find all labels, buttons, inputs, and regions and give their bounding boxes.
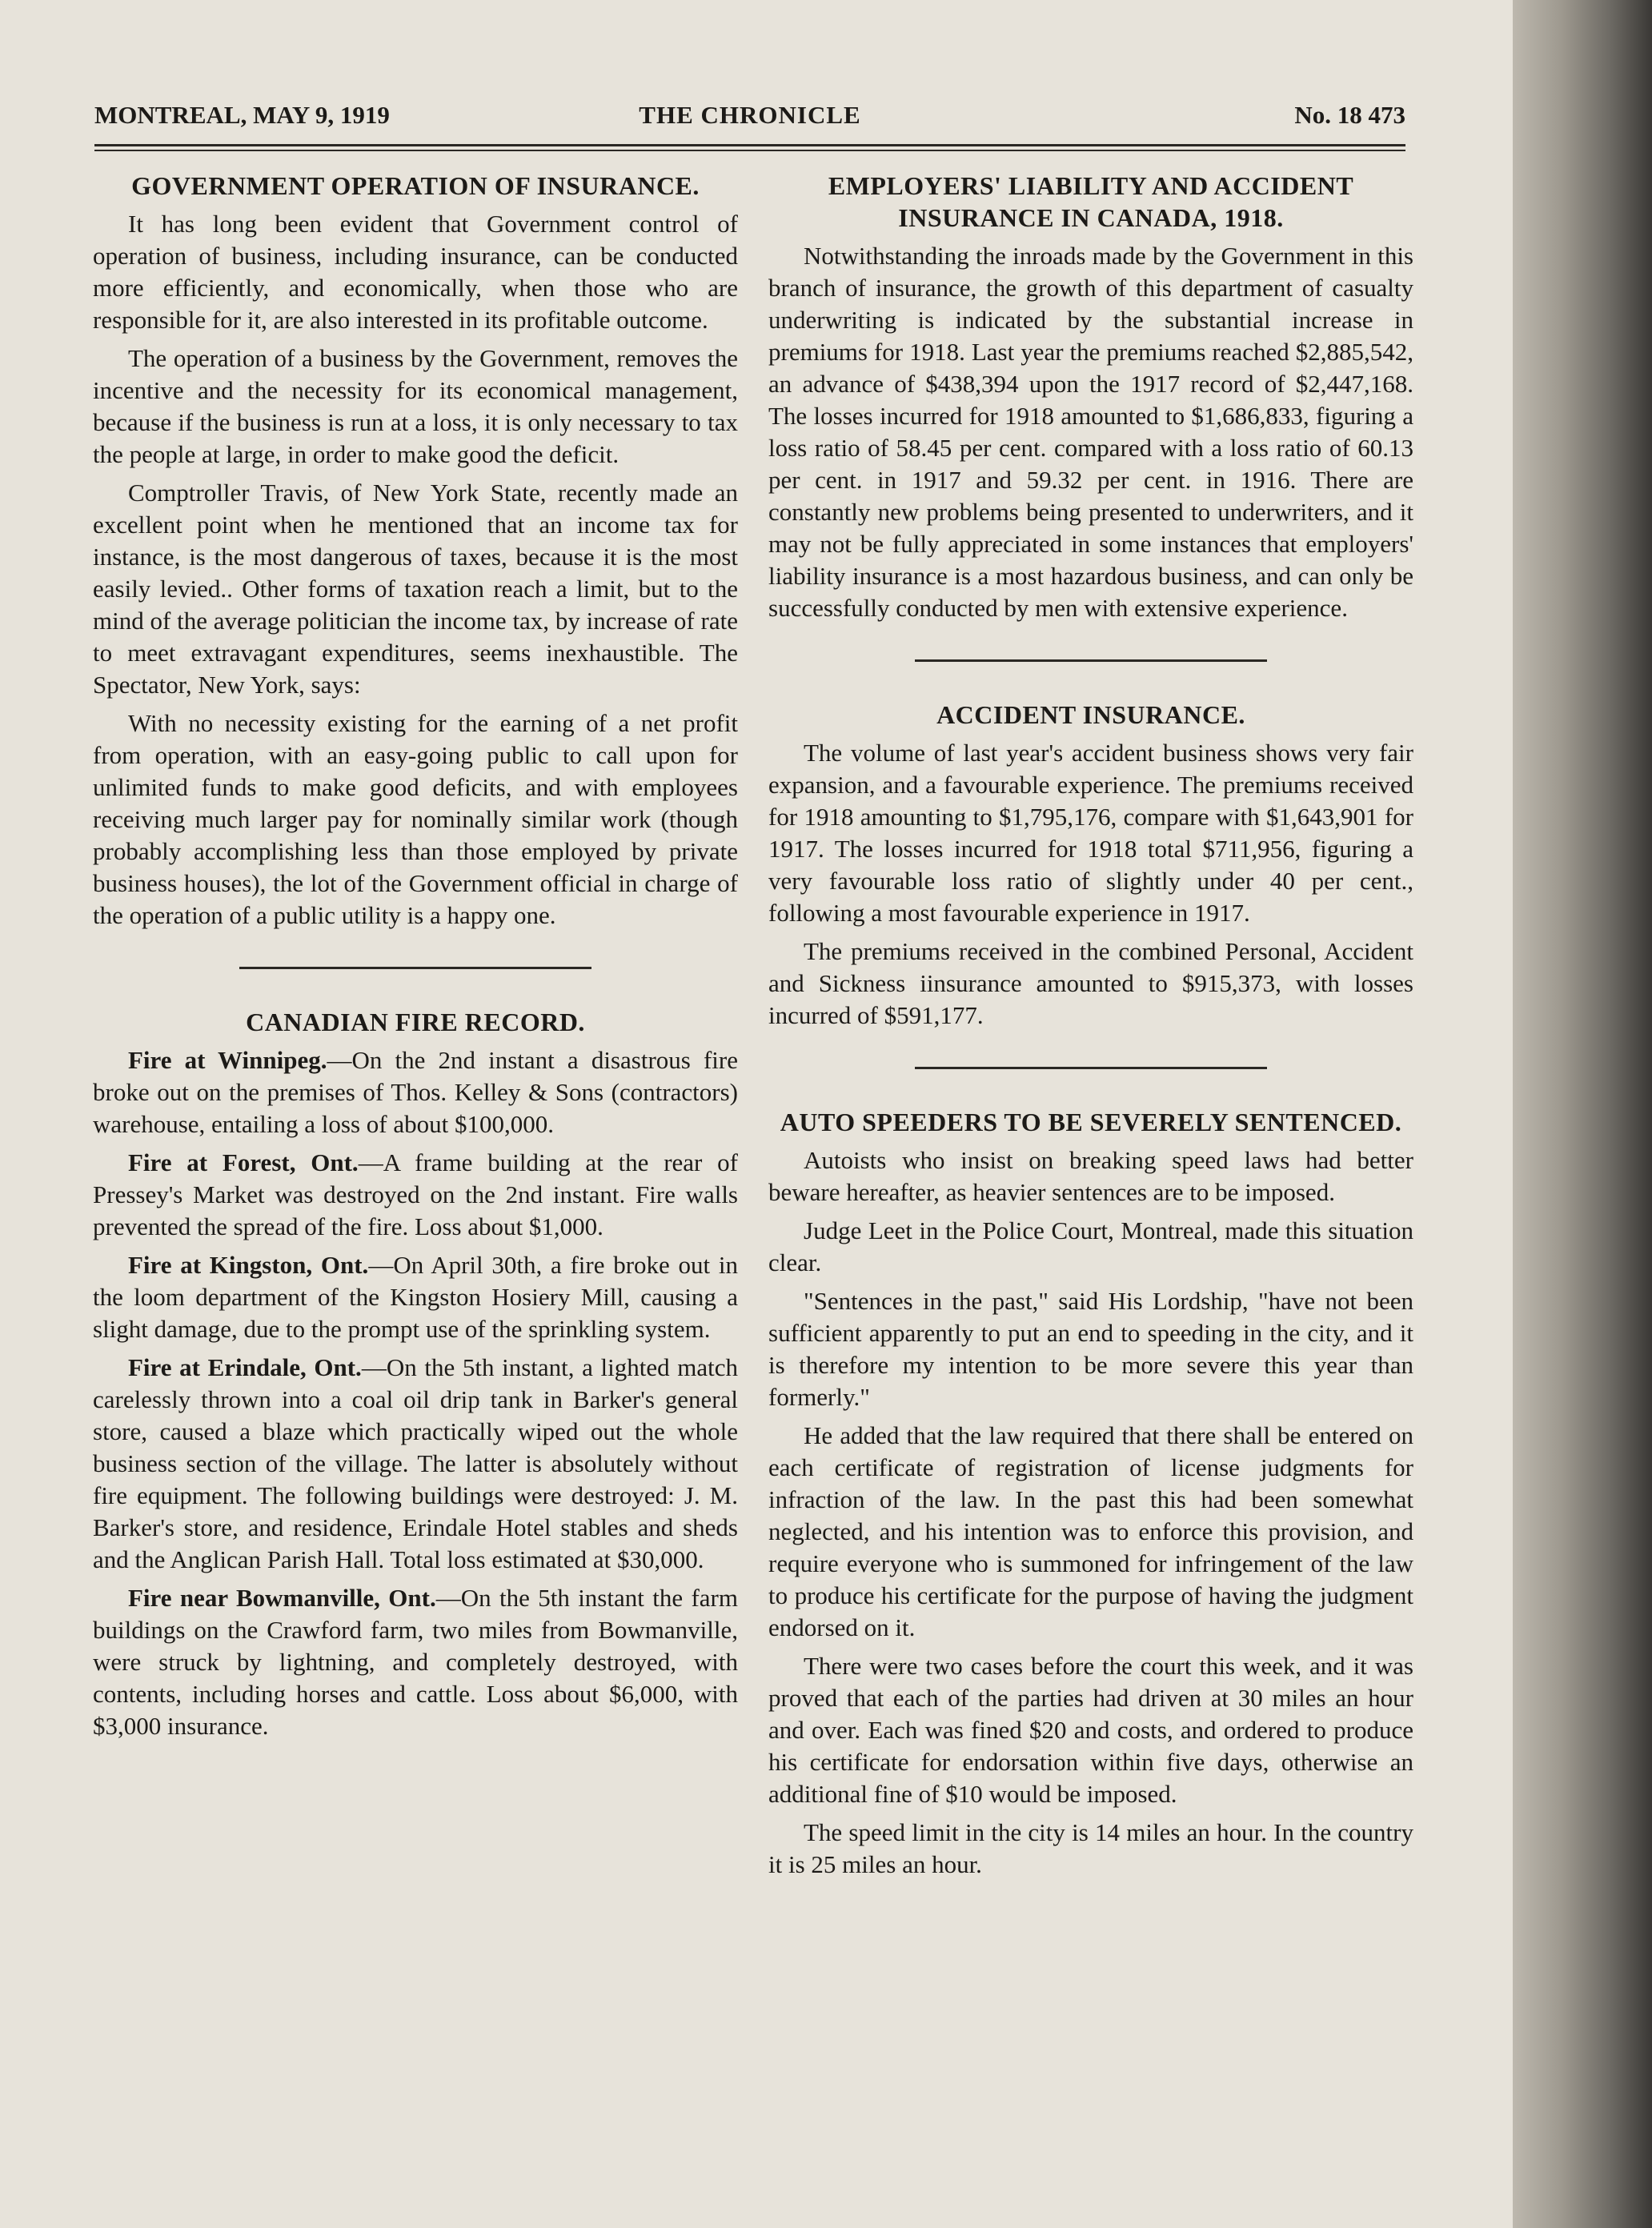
article-title: ACCIDENT INSURANCE.	[936, 700, 1245, 729]
header-rule-top	[94, 144, 1405, 146]
fire-item-lead: Fire at Winnipeg.	[128, 1046, 327, 1074]
article-paragraph: He added that the law required that there shall be entered on each certificate of registration of license judgments for infraction of the law. In the past this had been somewhat neglected, and his intention was to enforce this provision, and require everyone who is summoned for infringement of the law to produce his certificate for the purpose of having the judgment endorsed on it.	[768, 1421, 1413, 1641]
article-paragraph: Judge Leet in the Police Court, Montreal, made this situation clear.	[768, 1216, 1413, 1276]
article-paragraph: It has long been evident that Government control of operation of business, including insurance, can be conducted more efficiently, and economically, when those who are responsible for it, are also interested in its profitable outcome.	[93, 210, 738, 334]
article-accident-insurance	[768, 699, 1413, 1032]
fire-item-text: —A frame building at the rear of Pressey's Market was destroyed on the 2nd instant. Fire walls prevented the spread of the fire. Loss about $1,000.	[93, 1148, 738, 1240]
article-government-operation	[93, 170, 738, 932]
fire-item-lead: Fire at Forest, Ont.	[128, 1148, 359, 1176]
fire-item-lead: Fire at Erindale, Ont.	[128, 1353, 362, 1381]
article-paragraph: There were two cases before the court this week, and it was proved that each of the parties had driven at 30 miles an hour and over. Each was fined $20 and costs, and ordered to produce his certificate for endorsation within five days, otherwise an additional fine of $10 would be imposed.	[768, 1652, 1413, 1808]
left-column	[93, 170, 738, 1742]
fire-item	[93, 1044, 738, 1140]
article-paragraph: The speed limit in the city is 14 miles an hour. In the country it is 25 miles an hour.	[768, 1818, 1413, 1878]
article-paragraph: Comptroller Travis, of New York State, recently made an excellent point when he mentioned that an income tax for instance, is the most dangerous of taxes, because it is the most easily levied.. Other forms of taxation reach a limit, but to the mind of the average politician the income tax, by increase of rate to meet extravagant expenditures, seems inexhaustible. The Spectator, New York, says:	[93, 479, 738, 699]
fire-item-text: —On the 5th instant, a lighted match carelessly thrown into a coal oil drip tank in Barker's general store, caused a blaze which practically wiped out the whole business section of the village. The latter is absolutely without fire equipment. The following buildings were destroyed: J. M. Barker's store, and residence, Erindale Hotel stables and sheds and the Anglican Parish Hall. Total loss estimated at $30,000.	[93, 1353, 738, 1573]
fire-item	[93, 1582, 738, 1742]
article-paragraph: Notwithstanding the inroads made by the Government in this branch of insurance, the growth of this department of casualty underwriting is indicated by the substantial increase in premiums for 1918. Last year the premiums reached $2,885,542, an advance of $438,394 upon the 1917 record of $2,447,168. The losses incurred for 1918 amounted to $1,686,833, figuring a loss ratio of 58.45 per cent. compared with a loss ratio of 60.13 per cent. in 1917 and 59.32 per cent. in 1916. There are constantly new problems being presented to underwriters, and it may not be fully appreciated in some instances that employers' liability insurance is a most hazardous business, and can only be successfully conducted by men with extensive experience.	[768, 242, 1413, 622]
fire-item	[93, 1147, 738, 1243]
article-paragraph: The premiums received in the combined Personal, Accident and Sickness iinsurance amounted to $915,373, with losses incurred of $591,177.	[768, 937, 1413, 1029]
article-employers-liability	[768, 170, 1413, 624]
article-separator	[239, 967, 591, 969]
right-column	[768, 170, 1413, 1881]
fire-item-text: —On the 2nd instant a disastrous fire broke out on the premises of Thos. Kelley & Sons (contractors) warehouse, entailing a loss of about $100,000.	[93, 1046, 738, 1138]
fire-item	[93, 1249, 738, 1345]
article-title: AUTO SPEEDERS TO BE SEVERELY SENTENCED.	[780, 1108, 1402, 1136]
article-auto-speeders	[768, 1106, 1413, 1881]
article-canadian-fire-record	[93, 1006, 738, 1742]
fire-item-lead: Fire near Bowmanville, Ont.	[128, 1584, 436, 1612]
header-issue-page-number: No. 18 473	[1294, 101, 1405, 129]
header-publication-title: THE CHRONICLE	[639, 101, 861, 129]
article-title: GOVERNMENT OPERATION OF INSURANCE.	[131, 171, 700, 200]
article-paragraph: "Sentences in the past," said His Lordship, "have not been sufficient apparently to put an end to speeding in the city, and it is therefore my intention to be more severe this year than formerly."	[768, 1287, 1413, 1411]
page-header	[94, 98, 1405, 133]
article-separator	[915, 1067, 1267, 1069]
fire-item-lead: Fire at Kingston, Ont.	[128, 1251, 369, 1279]
fire-item	[93, 1352, 738, 1576]
fire-item-text: —On April 30th, a fire broke out in the loom department of the Kingston Hosiery Mill, causing a slight damage, due to the prompt use of the sprinkling system.	[93, 1251, 739, 1343]
fire-item-text: —On the 5th instant the farm buildings on the Crawford farm, two miles from Bowmanville, were struck by lightning, and completely destroyed, with contents, including horses and cattle. Loss about $6,000, with $3,000 insurance.	[93, 1584, 738, 1740]
article-title: CANADIAN FIRE RECORD.	[246, 1008, 585, 1036]
article-paragraph: Autoists who insist on breaking speed laws had better beware hereafter, as heavier sentences are to be imposed.	[768, 1146, 1413, 1206]
page-binding-gutter	[1513, 0, 1652, 2228]
article-quote-paragraph: With no necessity existing for the earning of a net profit from operation, with an easy-going public to call upon for unlimited funds to make good deficits, and with employees receiving much larger pay for nominally similar work (though probably accomplishing less than those employed by private business houses), the lot of the Government official in charge of the operation of a public utility is a happy one.	[93, 709, 738, 929]
header-rule-bottom	[94, 150, 1405, 151]
article-title: EMPLOYERS' LIABILITY AND ACCIDENT INSURANCE IN CANADA, 1918.	[828, 171, 1354, 232]
header-dateline: MONTREAL, MAY 9, 1919	[94, 101, 390, 129]
article-paragraph: The operation of a business by the Government, removes the incentive and the necessity for its economical management, because if the business is run at a loss, it is only necessary to tax the people at large, in order to make good the deficit.	[93, 344, 738, 468]
article-paragraph: The volume of last year's accident business shows very fair expansion, and a favourable experience. The premiums received for 1918 amounting to $1,795,176, compare with $1,643,901 for 1917. The losses incurred for 1918 total $711,956, figuring a very favourable loss ratio of slightly under 40 per cent., following a most favourable experience in 1917.	[768, 739, 1413, 927]
article-separator	[915, 659, 1267, 662]
